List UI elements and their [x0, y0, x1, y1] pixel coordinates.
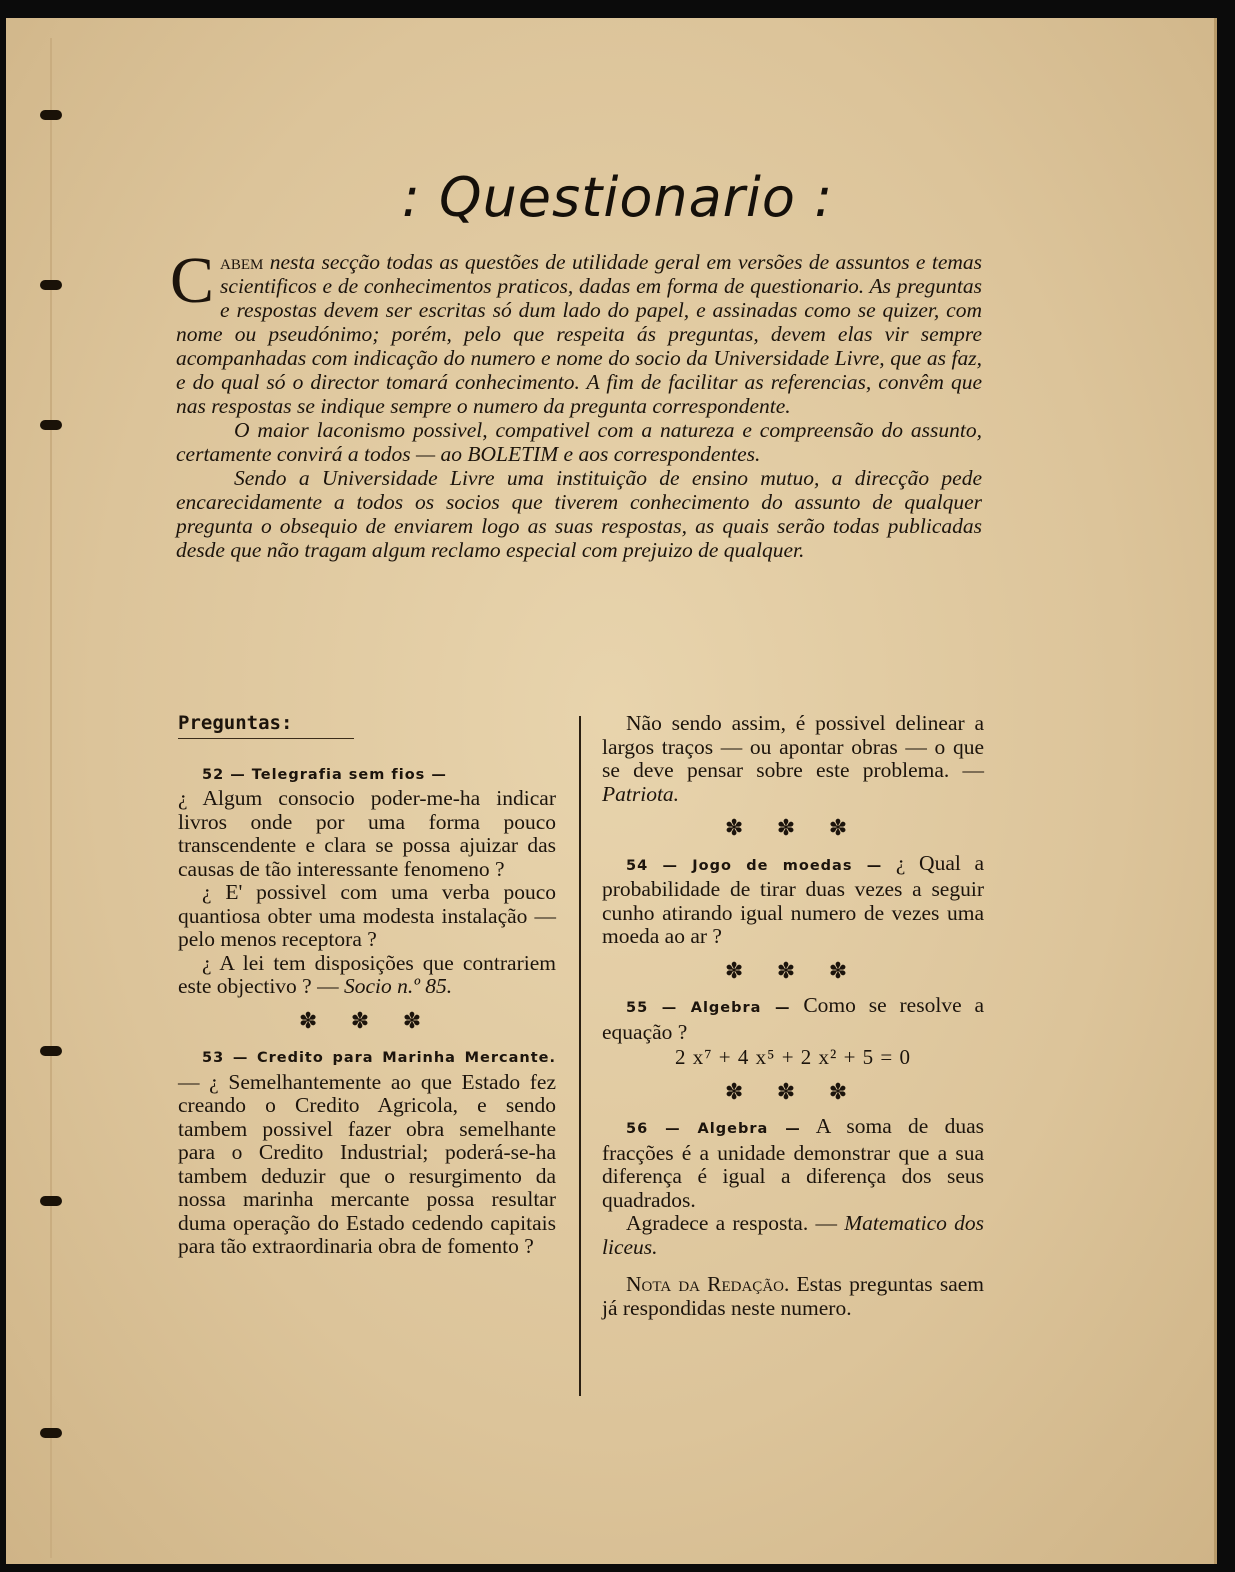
editorial-note — [602, 1273, 984, 1320]
signature: Patriota. — [602, 781, 680, 806]
separator: ✽ ✽ ✽ — [724, 1078, 862, 1104]
left-column — [178, 712, 556, 1259]
question-text: ¿ E' possivel com uma verba pouco quantiosa obter uma modesta instalação — pelo menos receptora ? — [178, 880, 556, 951]
binding-margin — [50, 38, 52, 1558]
right-column — [602, 712, 984, 1320]
question-text: Não sendo assim, é possivel delinear a largos traços — ou apontar obras — o que se deve pensar sobre este problema. — — [602, 711, 984, 782]
intro-text — [170, 244, 983, 562]
question-55 — [602, 994, 984, 1070]
column-divider — [579, 716, 581, 1396]
spacer — [602, 1259, 984, 1273]
question-label: 52 — Telegrafia sem fios — — [202, 766, 447, 783]
note-label: Nota da Redação. — [626, 1272, 790, 1296]
question-52 — [178, 761, 556, 999]
binding-hole — [40, 280, 62, 290]
page-title: : Questionario : — [401, 166, 834, 230]
question-text: Agradece a resposta. — — [626, 1211, 837, 1235]
note-text: Estas preguntas saem já respondidas neste numero. — [602, 1272, 985, 1320]
signature: Socio n.º 85. — [343, 974, 453, 998]
question-53-continued — [602, 712, 984, 806]
question-53 — [178, 1044, 556, 1259]
section-heading: Preguntas: — [178, 712, 354, 739]
question-text: ¿ Qual a probabilidade de tirar duas vezes a seguir cunho atirando igual numero de vezes uma moeda ao ar ? — [602, 850, 985, 948]
equation: 2 x⁷ + 4 x⁵ + 2 x² + 5 = 0 — [674, 1045, 912, 1069]
question-label: 53 — Credito para Marinha Mercante. — [202, 1050, 556, 1066]
binding-hole — [40, 1428, 62, 1438]
binding-hole — [40, 1196, 62, 1206]
question-label: 56 — Algebra — — [626, 1121, 801, 1137]
question-label: 54 — Jogo de moedas — — [626, 857, 883, 874]
separator: ✽ ✽ ✽ — [724, 957, 862, 983]
question-56 — [602, 1115, 984, 1259]
binding-hole — [40, 1046, 62, 1056]
question-54 — [602, 852, 984, 949]
question-text: — ¿ Semelhantemente ao que Estado fez creando o Credito Agricola, e sendo tambem possivel fazer obra semelhante para o Credito Industrial; poderá-se-ha tambem deduzir que o resurgimento da nossa marinha mercante possa resultar duma operação do Estado cedendo capitais para tão extraordinaria obra de fomento ? — [178, 1069, 556, 1258]
question-text: ¿ Algum consocio poder-me-ha indicar livros onde por uma forma pouco transcendente e clara se possa ajuizar das causas de tão interessante fenomeno ? — [178, 786, 556, 881]
intro-lead-word: abem — [220, 250, 264, 274]
question-text: Como se resolve a equação ? — [602, 993, 985, 1044]
intro-text-1: nesta secção todas as questões de utilidade geral em versões de assuntos e temas scientificos e de conhecimentos praticos, dadas em forma de questionario. As preguntas e respostas devem ser escritas só dum lado do papel, e assinadas como se quizer, com nome ou pseudónimo; porém, pelo que respeita ás preguntas, devem elas vir sempre acompanhadas com indicação do numero e nome do socio da Universidade Livre, que as faz, e do qual só o director tomará conhecimento. A fim de facilitar as referencias, convêm que nas respostas se indique sempre o numero da pregunta correspondente. — [176, 250, 983, 418]
drop-cap: C — [170, 244, 215, 317]
binding-hole — [40, 110, 62, 120]
question-text: ¿ A lei tem disposições que contrariem este objectivo ? — — [178, 950, 556, 998]
intro-paragraph-1 — [170, 244, 983, 418]
separator: ✽ ✽ ✽ — [298, 1007, 436, 1033]
question-text: A soma de duas fracções é a unidade demonstrar que a sua diferença é igual a diferença dos seus quadrados. — [602, 1114, 984, 1212]
signature: Matematico dos liceus. — [602, 1211, 985, 1259]
intro-paragraph-3: Sendo a Universidade Livre uma instituição de ensino mutuo, a direcção pede encarecidamente a todos os socios que tiverem conhecimento do assunto de qualquer pregunta o obsequio de enviarem logo as suas respostas, as quais serão todas publicadas desde que não tragam algum reclamo especial com prejuizo de qualquer. — [176, 466, 982, 562]
question-label: 55 — Algebra — — [626, 1000, 791, 1016]
separator: ✽ ✽ ✽ — [724, 815, 862, 840]
intro-paragraph-2: O maior laconismo possivel, compativel com a natureza e compreensão do assunto, certamente convirá a todos — ao BOLETIM e aos correspondentes. — [176, 418, 982, 466]
binding-hole — [40, 420, 62, 430]
